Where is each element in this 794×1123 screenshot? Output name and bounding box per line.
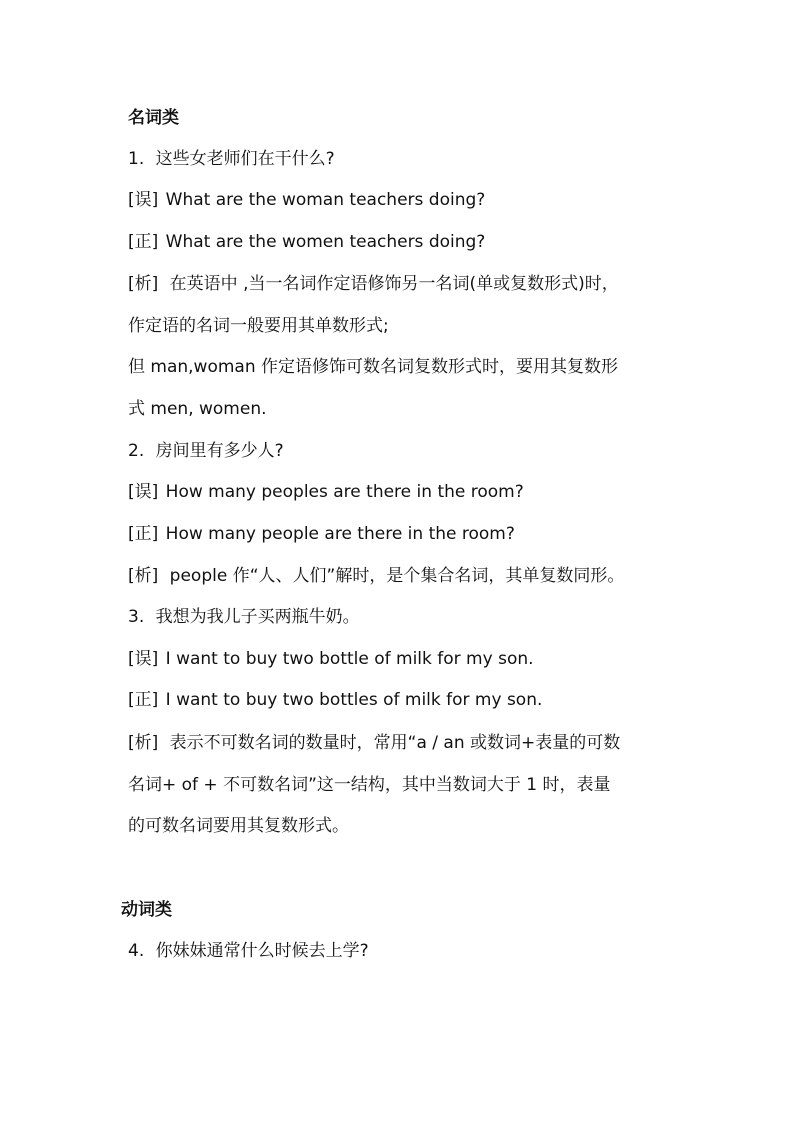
analysis-text: 在英语中 ,当一名词作定语修饰另一名词(单或复数形式)时，: [169, 274, 619, 294]
correct-sentence-1: [128, 231, 485, 253]
question-text: 这些女老师们在干什么?: [155, 149, 335, 169]
section-heading-verbs: 动词类: [121, 900, 172, 920]
question-text: 我想为我儿子买两瓶牛奶。: [155, 607, 360, 627]
analysis-3-line-1: [128, 732, 620, 754]
wrong-sentence-1: [128, 189, 485, 211]
analysis-label: [析]: [128, 733, 159, 753]
question-text: 你妹妹通常什么时候去上学?: [155, 941, 369, 961]
analysis-label: [析]: [128, 274, 159, 294]
correct-label: [正]: [128, 524, 159, 544]
correct-sentence-3: [128, 689, 542, 711]
analysis-1-line-4: 式 men, women.: [128, 399, 267, 419]
wrong-text: How many peoples are there in the room?: [165, 482, 524, 502]
section-heading-nouns: 名词类: [128, 108, 179, 128]
correct-text: What are the women teachers doing?: [165, 232, 486, 252]
wrong-sentence-2: [128, 481, 524, 503]
correct-sentence-2: [128, 523, 515, 545]
wrong-label: [误]: [128, 190, 159, 210]
question-4: [128, 940, 369, 962]
analysis-1-line-1: [128, 273, 619, 295]
analysis-1-line-3: 但 man,woman 作定语修饰可数名词复数形式时，要用其复数形: [128, 357, 619, 377]
correct-text: I want to buy two bottles of milk for my son.: [165, 690, 543, 710]
analysis-label: [析]: [128, 566, 159, 586]
question-2: [128, 440, 284, 462]
wrong-text: I want to buy two bottle of milk for my son.: [165, 649, 534, 669]
analysis-2-line-1: [128, 565, 624, 587]
correct-label: [正]: [128, 690, 159, 710]
analysis-3-line-2: 名词+ of + 不可数名词”这一结构，其中当数词大于 1 时，表量: [128, 775, 611, 795]
question-3: [128, 606, 360, 628]
analysis-3-line-3: 的可数名词要用其复数形式。: [128, 816, 349, 836]
question-text: 房间里有多少人?: [155, 441, 284, 461]
question-number: 2.: [128, 441, 145, 461]
question-number: 1.: [128, 149, 145, 169]
wrong-text: What are the woman teachers doing?: [165, 190, 486, 210]
wrong-label: [误]: [128, 482, 159, 502]
analysis-text: 表示不可数名词的数量时，常用“a / an 或数词+表量的可数: [169, 733, 621, 753]
wrong-label: [误]: [128, 649, 159, 669]
question-number: 3.: [128, 607, 145, 627]
question-1: [128, 148, 335, 170]
correct-label: [正]: [128, 232, 159, 252]
correct-text: How many people are there in the room?: [165, 524, 515, 544]
analysis-1-line-2: 作定语的名词一般要用其单数形式;: [128, 316, 389, 336]
wrong-sentence-3: [128, 648, 534, 670]
analysis-text: people 作“人、人们”解时，是个集合名词，其单复数同形。: [169, 566, 625, 586]
question-number: 4.: [128, 941, 145, 961]
